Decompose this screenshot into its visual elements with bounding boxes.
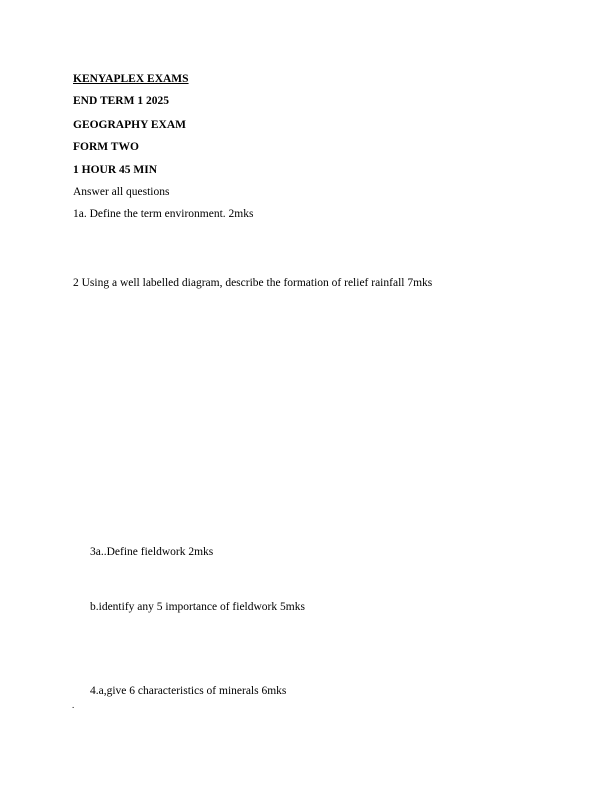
question-2: 2 Using a well labelled diagram, describe the formation of relief rainfall 7mks — [73, 277, 433, 289]
term-heading: END TERM 1 2025 — [73, 95, 169, 107]
duration-heading: 1 HOUR 45 MIN — [73, 164, 158, 176]
question-3a: 3a..Define fieldwork 2mks — [90, 546, 214, 558]
trailing-dot: . — [72, 700, 75, 710]
exam-heading: GEOGRAPHY EXAM — [73, 119, 186, 131]
question-1a: 1a. Define the term environment. 2mks — [73, 208, 254, 220]
question-4a: 4.a,give 6 characteristics of minerals 6mks — [90, 685, 287, 697]
instructions: Answer all questions — [73, 186, 170, 198]
question-3b: b.identify any 5 importance of fieldwork 5mks — [90, 601, 305, 613]
form-heading: FORM TWO — [73, 141, 139, 153]
org-title: KENYAPLEX EXAMS — [73, 73, 189, 85]
